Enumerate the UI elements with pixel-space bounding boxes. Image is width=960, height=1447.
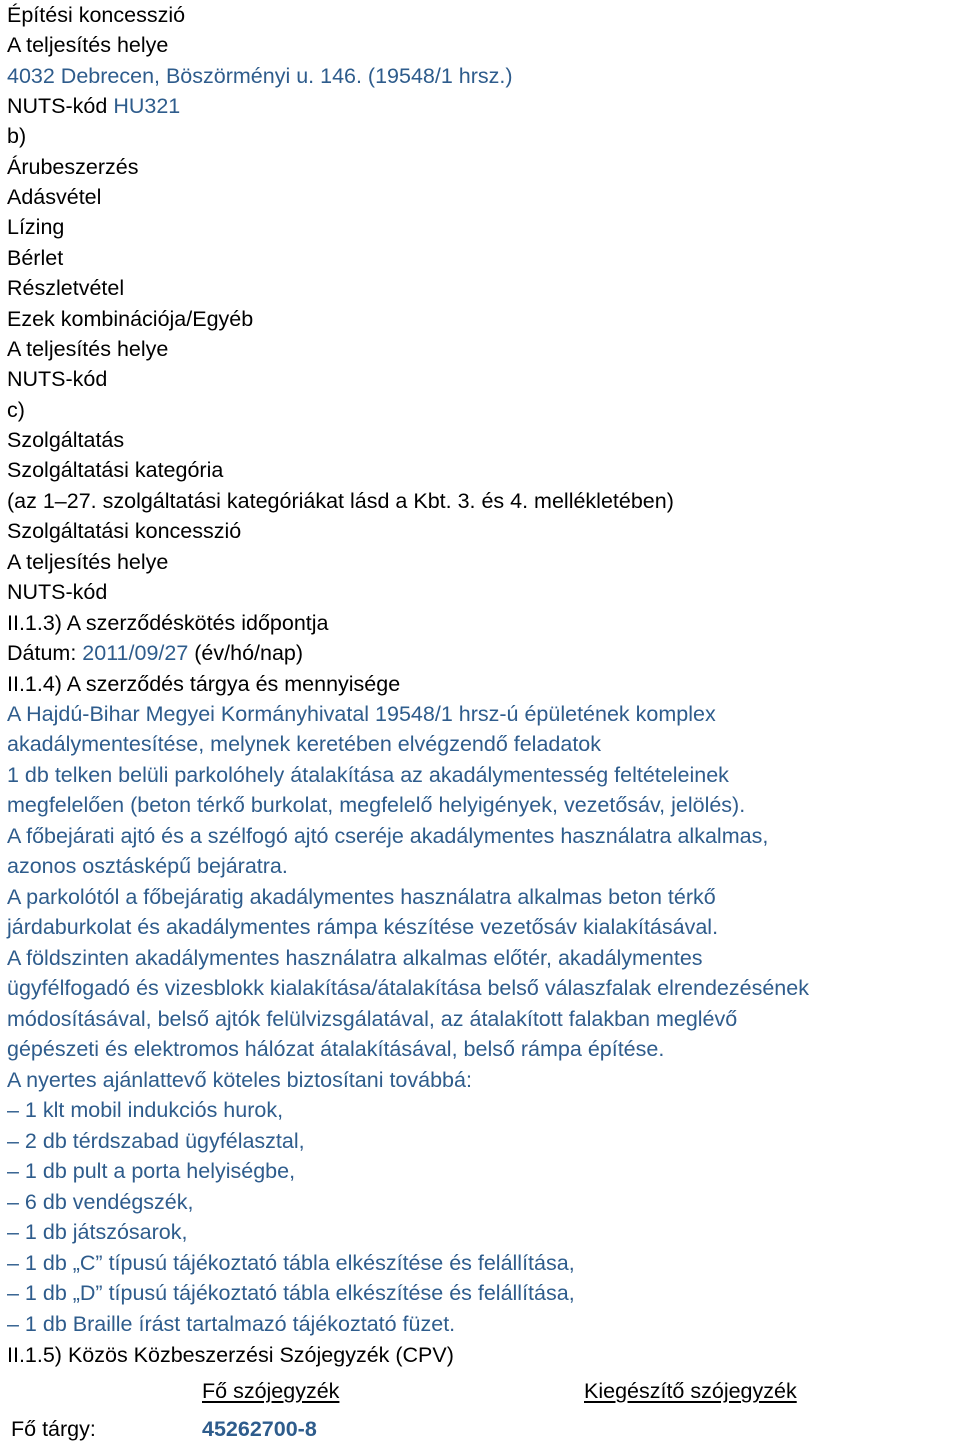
section-b-place: A teljesítés helye xyxy=(7,337,169,361)
section-b-item: Adásvétel xyxy=(7,185,102,209)
cpv-row-label: Fő tárgy: xyxy=(11,1417,96,1441)
heading-ii-1-3: II.1.3) A szerződéskötés időpontja xyxy=(7,611,329,635)
line-address: 4032 Debrecen, Böszörményi u. 146. (19548/1 hrsz.) xyxy=(7,64,513,88)
section-b-item: Lízing xyxy=(7,215,65,239)
cpv-main-header: Fő szójegyzék xyxy=(202,1379,340,1403)
section-b-item: Bérlet xyxy=(7,246,64,270)
list-item: – 1 klt mobil indukciós hurok, xyxy=(7,1098,284,1122)
line-place-label: A teljesítés helye xyxy=(7,33,169,57)
list-item: – 1 db játszósarok, xyxy=(7,1220,188,1244)
list-item: – 1 db „C” típusú tájékoztató tábla elkészítése és felállítása, xyxy=(7,1251,575,1275)
nuts-label: NUTS-kód xyxy=(7,94,114,118)
section-c-line: (az 1–27. szolgáltatási kategóriákat lásd a Kbt. 3. és 4. mellékletében) xyxy=(7,489,674,513)
list-item: – 1 db Braille írást tartalmazó tájékoztató füzet. xyxy=(7,1312,456,1336)
nuts-value: HU321 xyxy=(113,94,181,118)
subject-line: megfelelően (beton térkő burkolat, megfelelő helyigények, vezetősáv, jelölés). xyxy=(7,793,746,817)
cpv-extra-header: Kiegészítő szójegyzék xyxy=(584,1379,797,1403)
section-c-nuts: NUTS-kód xyxy=(7,580,108,604)
date-suffix: (év/hó/nap) xyxy=(188,641,304,665)
section-b-item: Ezek kombinációja/Egyéb xyxy=(7,307,254,331)
section-b-letter: b) xyxy=(7,124,27,148)
subject-line: gépészeti és elektromos hálózat átalakításával, belső rámpa építése. xyxy=(7,1037,665,1061)
subject-line: A Hajdú-Bihar Megyei Kormányhivatal 19548/1 hrsz-ú épületének komplex xyxy=(7,702,716,726)
subject-line: ügyfélfogadó és vizesblokk kialakítása/átalakítása belső válaszfalak elrendezésének xyxy=(7,976,809,1000)
date-value: 2011/09/27 xyxy=(82,641,189,665)
subject-line: azonos osztásképű bejáratra. xyxy=(7,854,288,878)
subject-line: A nyertes ajánlattevő köteles biztosítani továbbá: xyxy=(7,1068,472,1092)
line-epitesi-koncesszio: Építési koncesszió xyxy=(7,3,186,27)
section-c-line: Szolgáltatási koncesszió xyxy=(7,519,242,543)
line-nuts xyxy=(7,91,180,121)
list-item: – 1 db „D” típusú tájékoztató tábla elkészítése és felállítása, xyxy=(7,1281,575,1305)
subject-line: A parkolótól a főbejáratig akadálymentes használatra alkalmas beton térkő xyxy=(7,885,716,909)
list-item: – 2 db térdszabad ügyfélasztal, xyxy=(7,1129,305,1153)
cpv-main-code: 45262700-8 xyxy=(202,1417,317,1441)
subject-line: járdaburkolat és akadálymentes rámpa készítése vezetősáv kialakításával. xyxy=(7,915,719,939)
heading-ii-1-5: II.1.5) Közös Közbeszerzési Szójegyzék (CPV) xyxy=(7,1343,454,1367)
section-c-letter: c) xyxy=(7,398,25,422)
subject-line: 1 db telken belüli parkolóhely átalakítása az akadálymentesség feltételeinek xyxy=(7,763,729,787)
section-b-item: Részletvétel xyxy=(7,276,125,300)
subject-line: A főbejárati ajtó és a szélfogó ajtó cseréje akadálymentes használatra alkalmas, xyxy=(7,824,769,848)
section-c-line: Szolgáltatási kategória xyxy=(7,458,224,482)
section-c-line: Szolgáltatás xyxy=(7,428,125,452)
list-item: – 6 db vendégszék, xyxy=(7,1190,194,1214)
contract-date-line xyxy=(7,638,303,668)
subject-line: módosításával, belső ajtók felülvizsgálatával, az átalakított falakban meglévő xyxy=(7,1007,738,1031)
heading-ii-1-4: II.1.4) A szerződés tárgya és mennyisége xyxy=(7,672,401,696)
list-item: – 1 db pult a porta helyiségbe, xyxy=(7,1159,296,1183)
subject-line: A földszinten akadálymentes használatra alkalmas előtér, akadálymentes xyxy=(7,946,703,970)
date-label: Dátum: xyxy=(7,641,83,665)
section-b-nuts: NUTS-kód xyxy=(7,367,108,391)
section-b-item: Árubeszerzés xyxy=(7,155,139,179)
subject-line: akadálymentesítése, melynek keretében elvégzendő feladatok xyxy=(7,732,602,756)
section-c-place: A teljesítés helye xyxy=(7,550,169,574)
